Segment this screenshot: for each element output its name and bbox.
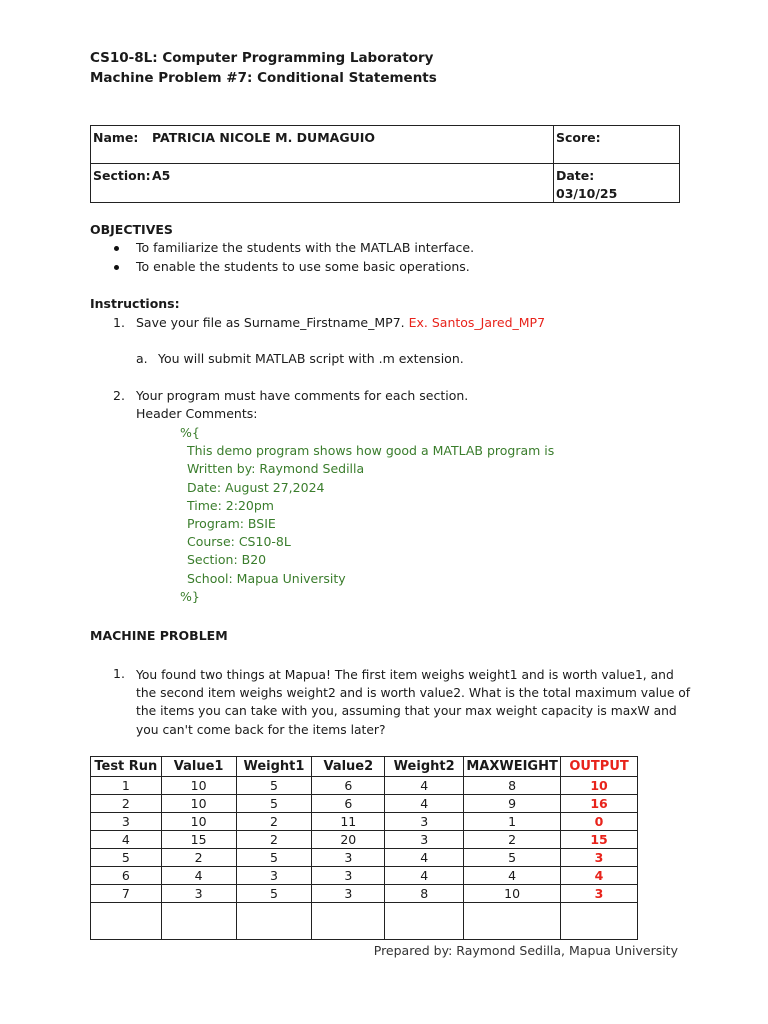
section-value: A5 [152, 168, 171, 183]
table-row-empty [91, 903, 638, 940]
step1-text-line [136, 315, 545, 330]
table-row [91, 813, 638, 831]
objectives-heading: OBJECTIVES [90, 222, 173, 237]
cell-value2: 20 [312, 831, 385, 849]
table-header-row [91, 757, 638, 777]
table-row [91, 849, 638, 867]
cell-weight1: 2 [236, 831, 312, 849]
comment-line: Section: B20 [187, 552, 267, 568]
cell-maxweight: 9 [464, 795, 561, 813]
cell-maxweight: 8 [464, 777, 561, 795]
comment-line: Time: 2:20pm [187, 497, 274, 513]
doc-title-line2: Machine Problem #7: Conditional Statements [90, 70, 437, 86]
header-value2: Value2 [312, 757, 385, 777]
problem-line: the items you can take with you, assuming that your max weight capacity is maxW and [136, 704, 677, 719]
cell-value1: 2 [161, 849, 236, 867]
comment-line: Course: CS10-8L [187, 534, 291, 550]
cell-value2: 6 [312, 777, 385, 795]
cell-weight2: 3 [385, 813, 464, 831]
prepared-by-footer: Prepared by: Raymond Sedilla, Mapua University [373, 943, 678, 958]
name-value: PATRICIA NICOLE M. DUMAGUIO [152, 130, 376, 145]
table-row [91, 777, 638, 795]
cell-maxweight: 4 [464, 867, 561, 885]
section-label: Section: [93, 168, 151, 183]
list-item [136, 240, 474, 259]
cell-output: 4 [561, 867, 638, 885]
cell-value1: 4 [161, 867, 236, 885]
cell-test-run: 1 [91, 777, 162, 795]
problem-line: You found two things at Mapua! The first item weighs weight1 and is worth value1, and [136, 668, 674, 682]
cell-value2: 3 [312, 849, 385, 867]
cell-value1: 15 [161, 831, 236, 849]
cell-weight1: 5 [236, 777, 312, 795]
cell-value1: 10 [161, 777, 236, 795]
cell-test-run: 5 [91, 849, 162, 867]
step1-text: Save your file as Surname_Firstname_MP7. [136, 315, 405, 330]
comment-line: School: Mapua University [187, 570, 346, 586]
comment-line: %{ [180, 425, 200, 440]
cell-value2: 11 [312, 813, 385, 831]
instructions-heading: Instructions: [90, 296, 180, 311]
cell-weight1: 3 [236, 867, 312, 885]
header-test-run: Test Run [91, 757, 162, 777]
header-value1: Value1 [161, 757, 236, 777]
objectives-list [136, 240, 474, 278]
cell-output: 3 [561, 885, 638, 903]
cell-maxweight: 10 [464, 885, 561, 903]
cell-weight2: 4 [385, 777, 464, 795]
cell-weight1: 5 [236, 885, 312, 903]
table-row [91, 885, 638, 903]
step1-example: Ex. Santos_Jared_MP7 [408, 315, 546, 330]
comment-line: Program: BSIE [187, 516, 276, 532]
cell-output: 0 [561, 813, 638, 831]
objective-text: To enable the students to use some basic operations. [136, 259, 470, 274]
cell-output: 10 [561, 777, 638, 795]
comment-line: This demo program shows how good a MATLAB program is [187, 443, 555, 459]
table-row [91, 831, 638, 849]
header-weight2: Weight2 [385, 757, 464, 777]
cell-weight1: 2 [236, 813, 312, 831]
name-label: Name: [93, 130, 139, 145]
comment-line: Date: August 27,2024 [187, 479, 325, 495]
cell-weight2: 3 [385, 831, 464, 849]
date-label: Date: [556, 168, 595, 183]
cell-weight2: 4 [385, 867, 464, 885]
problem-statement [136, 666, 696, 739]
cell-maxweight: 1 [464, 813, 561, 831]
cell-value2: 3 [312, 867, 385, 885]
header-weight1: Weight1 [236, 757, 312, 777]
cell-weight1: 5 [236, 849, 312, 867]
cell-test-run: 2 [91, 795, 162, 813]
cell-weight2: 4 [385, 795, 464, 813]
cell-test-run: 7 [91, 885, 162, 903]
cell-test-run: 3 [91, 813, 162, 831]
list-item [136, 259, 474, 278]
cell-test-run: 6 [91, 867, 162, 885]
step2-text: Your program must have comments for each section. [136, 388, 469, 403]
cell-output: 15 [561, 831, 638, 849]
cell-test-run: 4 [91, 831, 162, 849]
doc-title-line1: CS10-8L: Computer Programming Laboratory [90, 50, 434, 66]
cell-maxweight: 2 [464, 831, 561, 849]
problem-line: you can't come back for the items later? [136, 722, 386, 737]
cell-weight2: 4 [385, 849, 464, 867]
step1a-label: a. [136, 351, 148, 366]
cell-weight2: 8 [385, 885, 464, 903]
problem-line: the second item weighs weight2 and is worth value2. What is the total maximum value of [136, 686, 691, 701]
machine-problem-heading: MACHINE PROBLEM [90, 628, 228, 643]
step2-number: 2. [113, 388, 125, 403]
step1a-text: You will submit MATLAB script with .m extension. [158, 351, 464, 366]
cell-weight1: 5 [236, 795, 312, 813]
header-maxweight: MAXWEIGHT [464, 757, 561, 777]
cell-value2: 6 [312, 795, 385, 813]
step1-number: 1. [113, 315, 125, 330]
problem-number: 1. [113, 666, 125, 681]
comment-line: %} [180, 588, 200, 604]
step2-subtext: Header Comments: [136, 406, 258, 421]
cell-value1: 10 [161, 795, 236, 813]
score-label: Score: [556, 130, 601, 145]
cell-value2: 3 [312, 885, 385, 903]
table-row [91, 795, 638, 813]
cell-value1: 10 [161, 813, 236, 831]
cell-output: 16 [561, 795, 638, 813]
objective-text: To familiarize the students with the MATLAB interface. [136, 240, 475, 255]
header-output: OUTPUT [561, 757, 638, 777]
test-run-table [90, 756, 638, 940]
student-info-box [90, 125, 680, 203]
date-value: 03/10/25 [556, 186, 618, 201]
cell-maxweight: 5 [464, 849, 561, 867]
header-comment-block [180, 424, 554, 606]
cell-output: 3 [561, 849, 638, 867]
cell-value1: 3 [161, 885, 236, 903]
table-row [91, 867, 638, 885]
comment-line: Written by: Raymond Sedilla [187, 461, 365, 477]
